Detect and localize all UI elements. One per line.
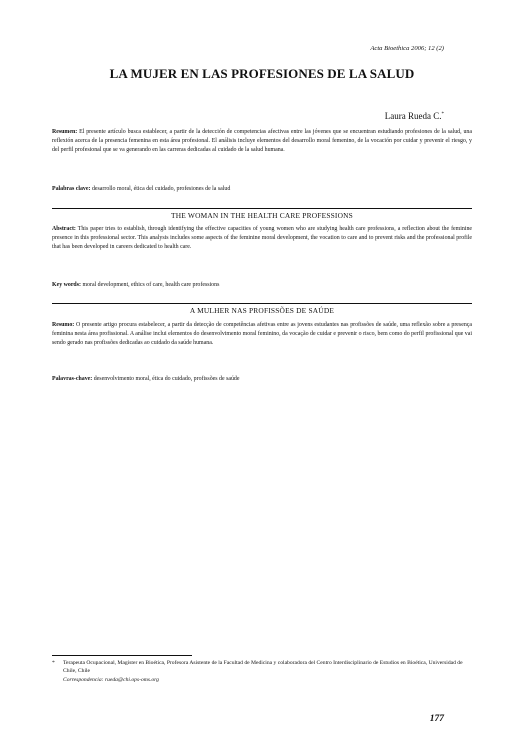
abstract-pt — [52, 321, 472, 347]
author-line — [385, 111, 444, 121]
footnote-mark: * — [52, 660, 55, 666]
keywords-es-text: desarrollo moral, ética del cuidado, profesiones de la salud — [91, 186, 231, 192]
keywords-en-text: moral development, ethics of care, health care professions — [82, 282, 220, 288]
footnote — [52, 659, 472, 684]
section-divider-pt — [52, 303, 472, 304]
abstract-es — [52, 128, 472, 154]
abstract-es-label: Resumen: — [52, 129, 78, 135]
page-number: 177 — [429, 714, 444, 724]
keywords-pt-label: Palavras-chave: — [52, 376, 93, 382]
section-divider-en — [52, 208, 472, 209]
abstract-pt-text: O presente artigo procura estabelecer, a partir da detecção de competências afetivas entre as jovens estudantes nas profissões de saúde, uma reflexão sobre a presença feminina nesta área profissional. A análise inclui elementos do desenvolvimento moral feminino, da vocação de cuidar e prevenir o risco, bem como do perfil profissional que vai sendo gerado nas profissões dedicadas ao cuidado da saúde humana. — [52, 322, 472, 346]
keywords-pt-text: desenvolvimento moral, ética do cuidado, profissões de saúde — [93, 376, 240, 382]
abstract-pt-label: Resumo: — [52, 322, 75, 328]
section-title-pt: A MULHER NAS PROFISSÕES DE SAÚDE — [189, 306, 335, 315]
article-title: LA MUJER EN LAS PROFESIONES DE LA SALUD — [109, 66, 415, 81]
author-name: Laura Rueda C. — [384, 111, 442, 121]
journal-reference: Acta Bioethica 2006; 12 (2) — [370, 45, 444, 52]
abstract-en — [52, 225, 472, 251]
keywords-en — [52, 281, 472, 289]
author-footnote-mark: * — [441, 112, 444, 117]
keywords-en-label: Key words: — [52, 282, 81, 288]
footnote-divider — [52, 655, 192, 656]
keywords-es — [52, 185, 472, 193]
abstract-es-text: El presente artículo busca establecer, a partir de la detección de competencias afectivas entre las jóvenes que se encuentran estudiando profesiones de la salud, una reflexión acerca de la presencia femenina en esta área profesional. El análisis incluye elementos del desarrollo moral femenino, de la vocación por cuidar y prevenir el riesgo, y del perfil profesional que se va generando en las carreras dedicadas al cuidado de la salud humana. — [52, 129, 472, 153]
keywords-pt — [52, 375, 472, 383]
abstract-en-label: Abstract: — [52, 226, 76, 232]
keywords-es-label: Palabras clave: — [52, 186, 91, 192]
abstract-en-text: This paper tries to establish, through identifying the effective capacities of young women who are studying health care professions, a reflection about the feminine presence in this professional sector. This analysis includes some aspects of the feminine moral development, the vocation to care and to prevent risks and the professional profile that has been developed in careers dedicated to health care. — [52, 226, 473, 250]
footnote-correspondence: Correspondencia: rueda@chi.ops-oms.org — [63, 676, 159, 683]
section-title-en: THE WOMAN IN THE HEALTH CARE PROFESSIONS — [171, 211, 353, 220]
footnote-text: Terapeuta Ocupacional, Magíster en Bioética, Profesora Asistente de la Facultad de Medicina y colaboradora del Centro Interdisciplinario de Estudios en Bioética, Universidad de Chile, Chile — [63, 660, 463, 675]
